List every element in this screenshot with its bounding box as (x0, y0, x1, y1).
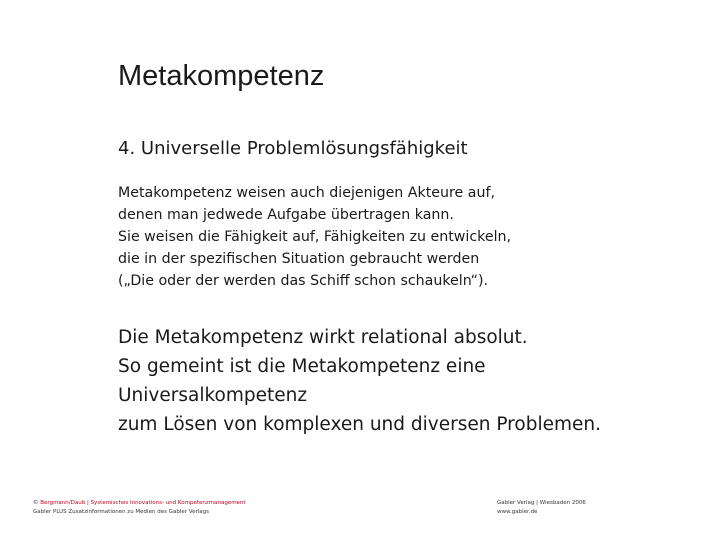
footer-authors: Bergmann/Daub (40, 500, 86, 506)
footer-copyright (33, 499, 246, 508)
footer-publisher: Gabler Verlag | Wiesbaden 2006 (497, 500, 586, 506)
paragraph-line: denen man jedwede Aufgabe übertragen kann. (118, 207, 454, 223)
paragraph-line: Universalkompetenz (118, 385, 308, 406)
footer-copyright-symbol: © (33, 500, 41, 506)
paragraph-line: So gemeint ist die Metakompetenz eine (118, 356, 486, 377)
paragraph-line: Die Metakompetenz wirkt relational absolut. (118, 327, 528, 348)
paragraph-conclusion (118, 323, 601, 439)
footer-left (33, 499, 246, 517)
paragraph-line: („Die oder der werden das Schiff schon schaukeln“). (118, 273, 489, 289)
slide-subtitle: 4. Universelle Problemlösungsfähigkeit (118, 138, 468, 159)
footer-website: www.gabler.de (497, 509, 538, 515)
paragraph-line: Metakompetenz weisen auch diejenigen Akteure auf, (118, 185, 495, 201)
paragraph-line: die in der spezifischen Situation gebraucht werden (118, 251, 480, 267)
footer-right (497, 499, 586, 517)
paragraph-line: Sie weisen die Fähigkeit auf, Fähigkeiten zu entwickeln, (118, 229, 512, 245)
slide-title: Metakompetenz (118, 60, 325, 92)
paragraph-definition (118, 182, 511, 292)
footer-note: Gabler PLUS Zusatzinformationen zu Medien des Gabler Verlags (33, 509, 209, 515)
paragraph-line: zum Lösen von komplexen und diversen Problemen. (118, 414, 601, 435)
footer-book-title: | Systemisches Innovations- und Kompetenzmanagement (85, 500, 246, 506)
